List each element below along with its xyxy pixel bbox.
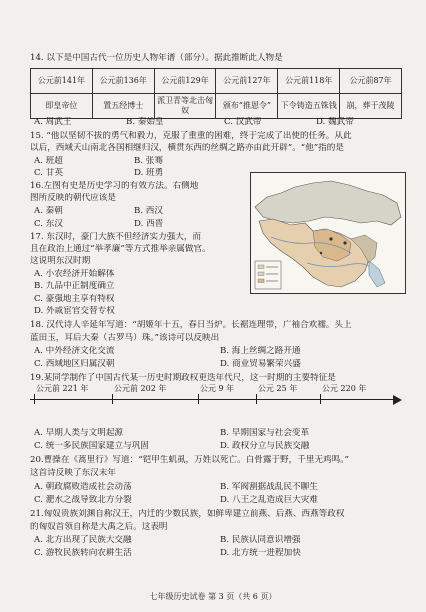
- q14-option-c[interactable]: C. 汉武帝: [224, 117, 262, 127]
- q21-option-c[interactable]: C. 游牧民族转向农耕生活: [34, 548, 132, 558]
- q16-option-c[interactable]: C. 东汉: [34, 219, 63, 229]
- table-cell: 派卫青等北击匈奴: [154, 94, 216, 119]
- map-graphic: [251, 173, 405, 293]
- timeline-arrow: [393, 395, 402, 405]
- timeline-label: 公元 220 年: [322, 384, 367, 393]
- table-cell: 颁布“推恩令”: [216, 94, 278, 119]
- timeline-label: 公元 9 年: [200, 384, 235, 393]
- table-cell: 公元前129年: [154, 69, 216, 94]
- q15-option-d[interactable]: D. 班勇: [134, 168, 164, 178]
- table-cell: 公元前141年: [31, 69, 93, 94]
- q14-option-a[interactable]: A. 周武王: [34, 117, 72, 127]
- q17-option-a[interactable]: A. 小农经济开始解体: [34, 269, 115, 279]
- q18-option-b[interactable]: B. 海上丝绸之路开通: [220, 346, 301, 356]
- table-cell: 公元前136年: [92, 69, 154, 94]
- timeline-label: 公元前 221 年: [36, 384, 89, 393]
- q19-line-1: 19.某同学制作了中国古代某一历史时期政权更迭年代尺，这一时期的主要特征是: [30, 373, 336, 383]
- timeline-label: 公元 25 年: [258, 384, 298, 393]
- q20-line-2: 这首诗反映了东汉末年: [30, 468, 116, 478]
- table-cell: 公元前118年: [278, 69, 340, 94]
- q21-line-1: 21.匈奴贵族刘渊自称汉王，内迁的少数民族，如鲜卑建立前燕、后燕、西燕等政权: [30, 509, 345, 519]
- q14-stem: 14. 以下是中国古代一位历史人物年谱（部分）。据此推断此人物是: [30, 53, 283, 63]
- q16-option-a[interactable]: A. 秦朝: [34, 206, 63, 216]
- table-cell: 公元前127年: [216, 69, 278, 94]
- q18-option-a[interactable]: A. 中外经济文化交流: [34, 346, 115, 356]
- q20-option-b[interactable]: B. 军阀割据战乱民不聊生: [220, 482, 318, 492]
- timeline-axis: [30, 399, 394, 400]
- timeline-tick: [112, 394, 113, 404]
- timeline-tick: [320, 394, 321, 404]
- table-row-events: [31, 94, 402, 119]
- q18-line-2: 蓝田玉，耳后大秦（古罗马）珠。”该诗可以反映出: [30, 333, 220, 343]
- q17-option-c[interactable]: C. 豪强地主享有特权: [34, 294, 115, 304]
- q17-option-b[interactable]: B. 九品中正制度确立: [34, 281, 115, 291]
- table-row-years: [31, 69, 402, 94]
- q16-option-d[interactable]: D. 西晋: [134, 219, 164, 229]
- table-cell: 即皇帝位: [31, 94, 93, 119]
- page-footer: 七年级历史试卷 第 3 页（共 6 页）: [149, 592, 277, 601]
- timeline-tick: [198, 394, 199, 404]
- q14-option-b[interactable]: B. 秦始皇: [126, 117, 164, 127]
- table-cell: 公元前87年: [340, 69, 402, 94]
- q20-line-1: 20.曹操在《蒿里行》写道：“铠甲生虮虱，万姓以死亡。白骨露于野，千里无鸡鸣。”: [30, 455, 349, 465]
- timeline-tick: [34, 394, 35, 404]
- q15-option-b[interactable]: B. 张骞: [134, 156, 163, 166]
- q20-option-c[interactable]: C. 淝水之战导致北方分裂: [34, 495, 132, 505]
- q20-option-d[interactable]: D. 八王之乱造成巨大灾难: [220, 495, 318, 505]
- q16-line-2: 图所反映的朝代应该是: [30, 193, 116, 203]
- table-cell: 置五经博士: [92, 94, 154, 119]
- table-cell: 崩，葬于茂陵: [340, 94, 402, 119]
- era-timeline: [30, 384, 402, 414]
- q21-line-2: 的匈奴首领自称是大禹之后。这表明: [30, 522, 168, 532]
- q18-line-1: 18. 汉代诗人辛延年写道：“胡姬年十五，春日当炉。长裾连理带，广袖合欢襦。头上: [30, 320, 352, 330]
- q15-line-2: 以后，西域天山南北各国相继归汉，横贯东西的丝绸之路亦由此开辟”。“他”指的是: [30, 143, 344, 153]
- q21-option-d[interactable]: D. 北方统一进程加快: [220, 548, 301, 558]
- q15-option-c[interactable]: C. 甘英: [34, 168, 63, 178]
- q17-option-d[interactable]: D. 外戚宦官交替专权: [34, 306, 115, 316]
- q18-option-c[interactable]: C. 西域地区归属汉朝: [34, 359, 115, 369]
- q19-option-c[interactable]: C. 统一多民族国家建立与巩固: [34, 441, 149, 451]
- q19-option-a[interactable]: A. 早期人类与文明起源: [34, 428, 124, 438]
- q16-line-1: 16.左图有史是历史学习的有效方法。右侧地: [30, 181, 199, 191]
- q15-option-a[interactable]: A. 班超: [34, 156, 63, 166]
- q21-option-b[interactable]: B. 民族认同意识增强: [220, 535, 301, 545]
- timeline-label: 公元前 202 年: [114, 384, 167, 393]
- chronology-table: [30, 68, 402, 119]
- q16-option-b[interactable]: B. 西汉: [134, 206, 163, 216]
- q18-option-d[interactable]: D. 商业贸易繁荣兴盛: [220, 359, 301, 369]
- q20-option-a[interactable]: A. 朝政腐败造成社会动荡: [34, 482, 132, 492]
- q21-option-a[interactable]: A. 北方出现了民族大交融: [34, 535, 132, 545]
- dynasty-territory-map: [250, 172, 406, 294]
- table-cell: 下令铸造五铢钱: [278, 94, 340, 119]
- timeline-tick: [256, 394, 257, 404]
- q15-line-1: 15. “他以坚韧不拔的勇气和毅力，克服了重重的困难，终于完成了出使的任务。从此: [30, 131, 352, 141]
- q17-line-2: 且在政治上通过“举孝廉”等方式推举亲属做官。: [30, 244, 211, 254]
- q17-line-3: 这说明东汉时期: [30, 256, 91, 266]
- q14-option-d[interactable]: D. 魏武帝: [316, 117, 354, 127]
- q19-option-b[interactable]: B. 早期国家与社会变革: [220, 428, 310, 438]
- q19-option-d[interactable]: D. 政权分立与民族交融: [220, 441, 310, 451]
- q17-line-1: 17. 东汉时，豪门大族不但经济实力强大，而: [30, 232, 202, 242]
